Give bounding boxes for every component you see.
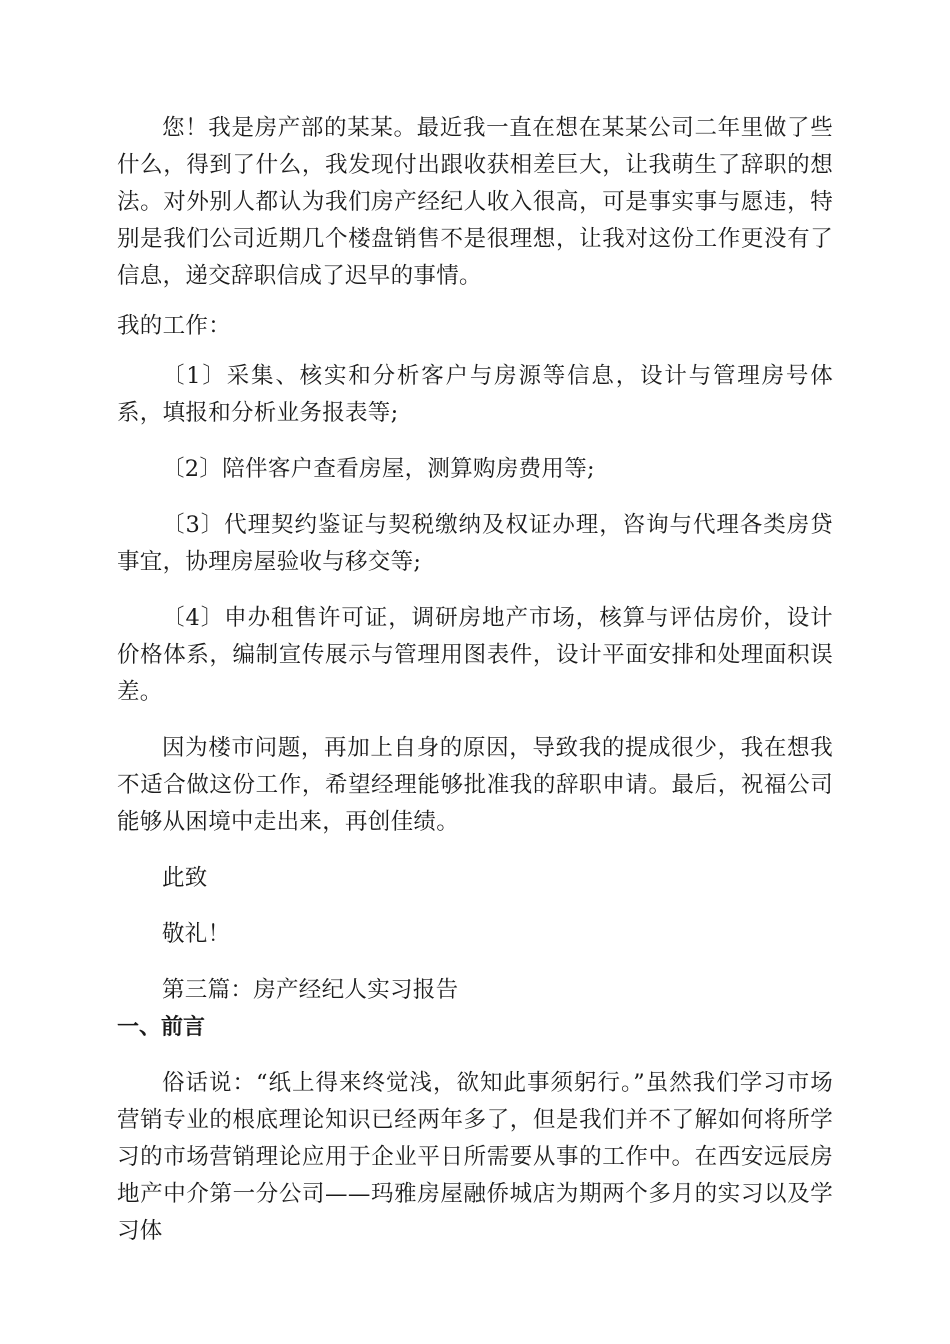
my-work-label: 我的工作： xyxy=(117,313,232,339)
preface-paragraph: 俗话说：“纸上得来终觉浅，欲知此事须躬行。”虽然我们学习市场营销专业的根底理论知识已经两年多了，但是我们并不了解如何将所学习的市场营销理论应用于企业平日所需要从事的工作中。在西安远辰房地产中介第一分公司——玛雅房屋融侨城店为期两个多月的实习以及学习体 xyxy=(117,1070,833,1244)
work-item-3: 〔3〕代理契约鉴证与契税缴纳及权证办理，咨询与代理各类房贷事宜，协理房屋验收与移交等; xyxy=(117,512,833,575)
work-item-1: 〔1〕采集、核实和分析客户与房源等信息，设计与管理房号体系，填报和分析业务报表等; xyxy=(117,363,833,426)
section-heading: 一、前言 xyxy=(117,1015,206,1040)
intro-paragraph: 您！我是房产部的某某。最近我一直在想在某某公司二年里做了些什么，得到了什么，我发现付出跟收获相差巨大，让我萌生了辞职的想法。对外别人都认为我们房产经纪人收入很高，可是事实事与愿违，特别是我们公司近期几个楼盘销售不是很理想，让我对这份工作更没有了信息，递交辞职信成了迟早的事情。 xyxy=(117,115,833,289)
closing-line-1: 此致 xyxy=(162,865,208,891)
closing-line-2: 敬礼！ xyxy=(162,921,231,947)
document-page xyxy=(117,110,833,1250)
part-title: 第三篇：房产经纪人实习报告 xyxy=(162,977,459,1003)
work-item-2: 〔2〕陪伴客户查看房屋，测算购房费用等; xyxy=(162,456,595,482)
work-item-4: 〔4〕申办租售许可证，调研房地产市场，核算与评估房价，设计价格体系，编制宣传展示与管理用图表件，设计平面安排和处理面积误差。 xyxy=(117,605,833,705)
reason-paragraph: 因为楼市问题，再加上自身的原因，导致我的提成很少，我在想我不适合做这份工作，希望经理能够批准我的辞职申请。最后，祝福公司能够从困境中走出来，再创佳绩。 xyxy=(117,735,833,835)
